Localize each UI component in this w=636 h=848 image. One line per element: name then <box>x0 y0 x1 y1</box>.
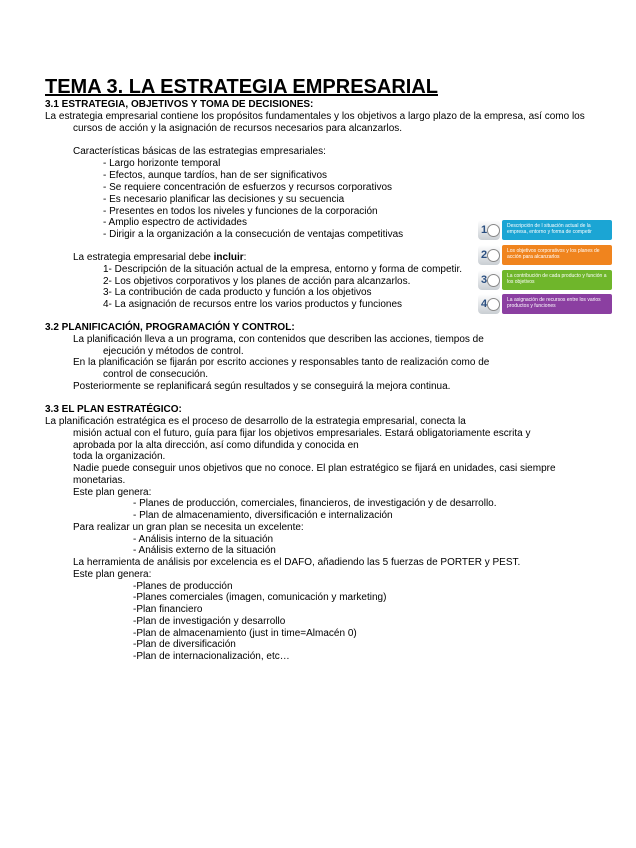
paragraph-line: monetarias. <box>73 475 126 486</box>
step-bar: Los objetivos corporativos y los planes de acción para alcanzarlos <box>502 245 612 265</box>
paragraph-line: La planificación estratégica es el proceso de desarrollo de la estrategia empresarial, conecta la <box>45 416 466 427</box>
genera-title: Este plan genera: <box>73 487 152 498</box>
list-item: 3- La contribución de cada producto y función a los objetivos <box>103 287 372 298</box>
graphic-step <box>478 270 612 290</box>
step-bar: La asignación de recursos entre los varios productos y funciones <box>502 294 612 314</box>
paragraph-line: Nadie puede conseguir unos objetivos que no conoce. El plan estratégico se fijará en unidades, casi siempre <box>73 463 556 474</box>
list-item: - Amplio espectro de actividades <box>103 217 247 228</box>
list-item: - Plan de almacenamiento, diversificación e internalización <box>133 510 393 521</box>
list-item: - Análisis interno de la situación <box>133 534 274 545</box>
list-item: - Es necesario planificar las decisiones y su secuencia <box>103 194 345 205</box>
paragraph-line: control de consecución. <box>103 369 209 380</box>
characteristics-title: Características básicas de las estrategias empresariales: <box>73 146 326 157</box>
graphic-step <box>478 245 612 265</box>
section-heading-3-2: 3.2 PLANIFICACIÓN, PROGRAMACIÓN Y CONTROL: <box>45 322 295 333</box>
list-item: -Plan financiero <box>133 604 203 615</box>
list-item: - Largo horizonte temporal <box>103 158 221 169</box>
list-item: - Efectos, aunque tardíos, han de ser significativos <box>103 170 328 181</box>
paragraph-line: Posteriormente se replanificará según resultados y se conseguirá la mejora continua. <box>73 381 451 392</box>
step-circle-icon <box>487 224 500 237</box>
paragraph-line: La planificación lleva a un programa, con contenidos que describen las acciones, tiempos de <box>73 334 484 345</box>
list-item: - Planes de producción, comerciales, financieros, de investigación y de desarrollo. <box>133 498 497 509</box>
list-item: -Plan de investigación y desarrollo <box>133 616 286 627</box>
paragraph-line: En la planificación se fijarán por escrito acciones y responsables tanto de realización como de <box>73 357 490 368</box>
section-heading-3-3: 3.3 EL PLAN ESTRATÉGICO: <box>45 404 182 415</box>
paragraph-line: La herramienta de análisis por excelencia es el DAFO, añadiendo las 5 fuerzas de PORTER y PEST. <box>73 557 521 568</box>
paragraph-line: toda la organización. <box>73 451 166 462</box>
section-heading-3-1: 3.1 ESTRATEGIA, OBJETIVOS Y TOMA DE DECISIONES: <box>45 99 314 110</box>
strategy-steps-graphic <box>478 220 612 315</box>
paragraph-line: aprobada por la alta dirección, así como difundida y conocida en <box>73 440 359 451</box>
realizar-title: Para realizar un gran plan se necesita un excelente: <box>73 522 304 533</box>
incluir-prefix: La estrategia empresarial debe <box>73 252 214 263</box>
step-bar: La contribución de cada producto y función a los objetivos <box>502 270 612 290</box>
step-number: 2 <box>478 245 500 265</box>
list-item: -Plan de diversificación <box>133 639 236 650</box>
step-circle-icon <box>487 249 500 262</box>
paragraph-line: misión actual con el futuro, guía para fijar los objetivos empresariales. Estará obligatoriamente escrita y <box>73 428 531 439</box>
graphic-step <box>478 220 612 240</box>
list-item: -Plan de almacenamiento (just in time=Almacén 0) <box>133 628 357 639</box>
genera-title: Este plan genera: <box>73 569 152 580</box>
paragraph-line: cursos de acción y la asignación de recursos necesarios para alcanzarlos. <box>73 123 403 134</box>
list-item: - Dirigir a la organización a la consecución de ventajas competitivas <box>103 229 404 240</box>
graphic-step <box>478 294 612 314</box>
list-item: - Presentes en todos los niveles y funciones de la corporación <box>103 206 378 217</box>
step-number: 3 <box>478 270 500 290</box>
list-item: 4- La asignación de recursos entre los varios productos y funciones <box>103 299 403 310</box>
incluir-bold: incluir <box>213 252 244 263</box>
list-item: -Planes comerciales (imagen, comunicación y marketing) <box>133 592 387 603</box>
incluir-suffix: : <box>243 252 247 263</box>
page-title: TEMA 3. LA ESTRATEGIA EMPRESARIAL <box>45 76 438 98</box>
step-circle-icon <box>487 298 500 311</box>
list-item: - Análisis externo de la situación <box>133 545 276 556</box>
paragraph-line: La estrategia empresarial contiene los propósitos fundamentales y los objetivos a largo plazo de la empresa, así como los <box>45 111 585 122</box>
list-item: 2- Los objetivos corporativos y los planes de acción para alcanzarlos. <box>103 276 411 287</box>
step-circle-icon <box>487 274 500 287</box>
list-item: 1- Descripción de la situación actual de la empresa, entorno y forma de competir. <box>103 264 463 275</box>
list-item: -Plan de internacionalización, etc… <box>133 651 290 662</box>
step-bar: Descripción de l situación actual de la empresa, entorno y forma de competir <box>502 220 612 240</box>
step-number: 1 <box>478 220 500 240</box>
list-item: -Planes de producción <box>133 581 233 592</box>
list-item: - Se requiere concentración de esfuerzos y recursos corporativos <box>103 182 393 193</box>
step-number: 4 <box>478 294 500 314</box>
incluir-line <box>73 252 246 264</box>
paragraph-line: ejecución y métodos de control. <box>103 346 244 357</box>
